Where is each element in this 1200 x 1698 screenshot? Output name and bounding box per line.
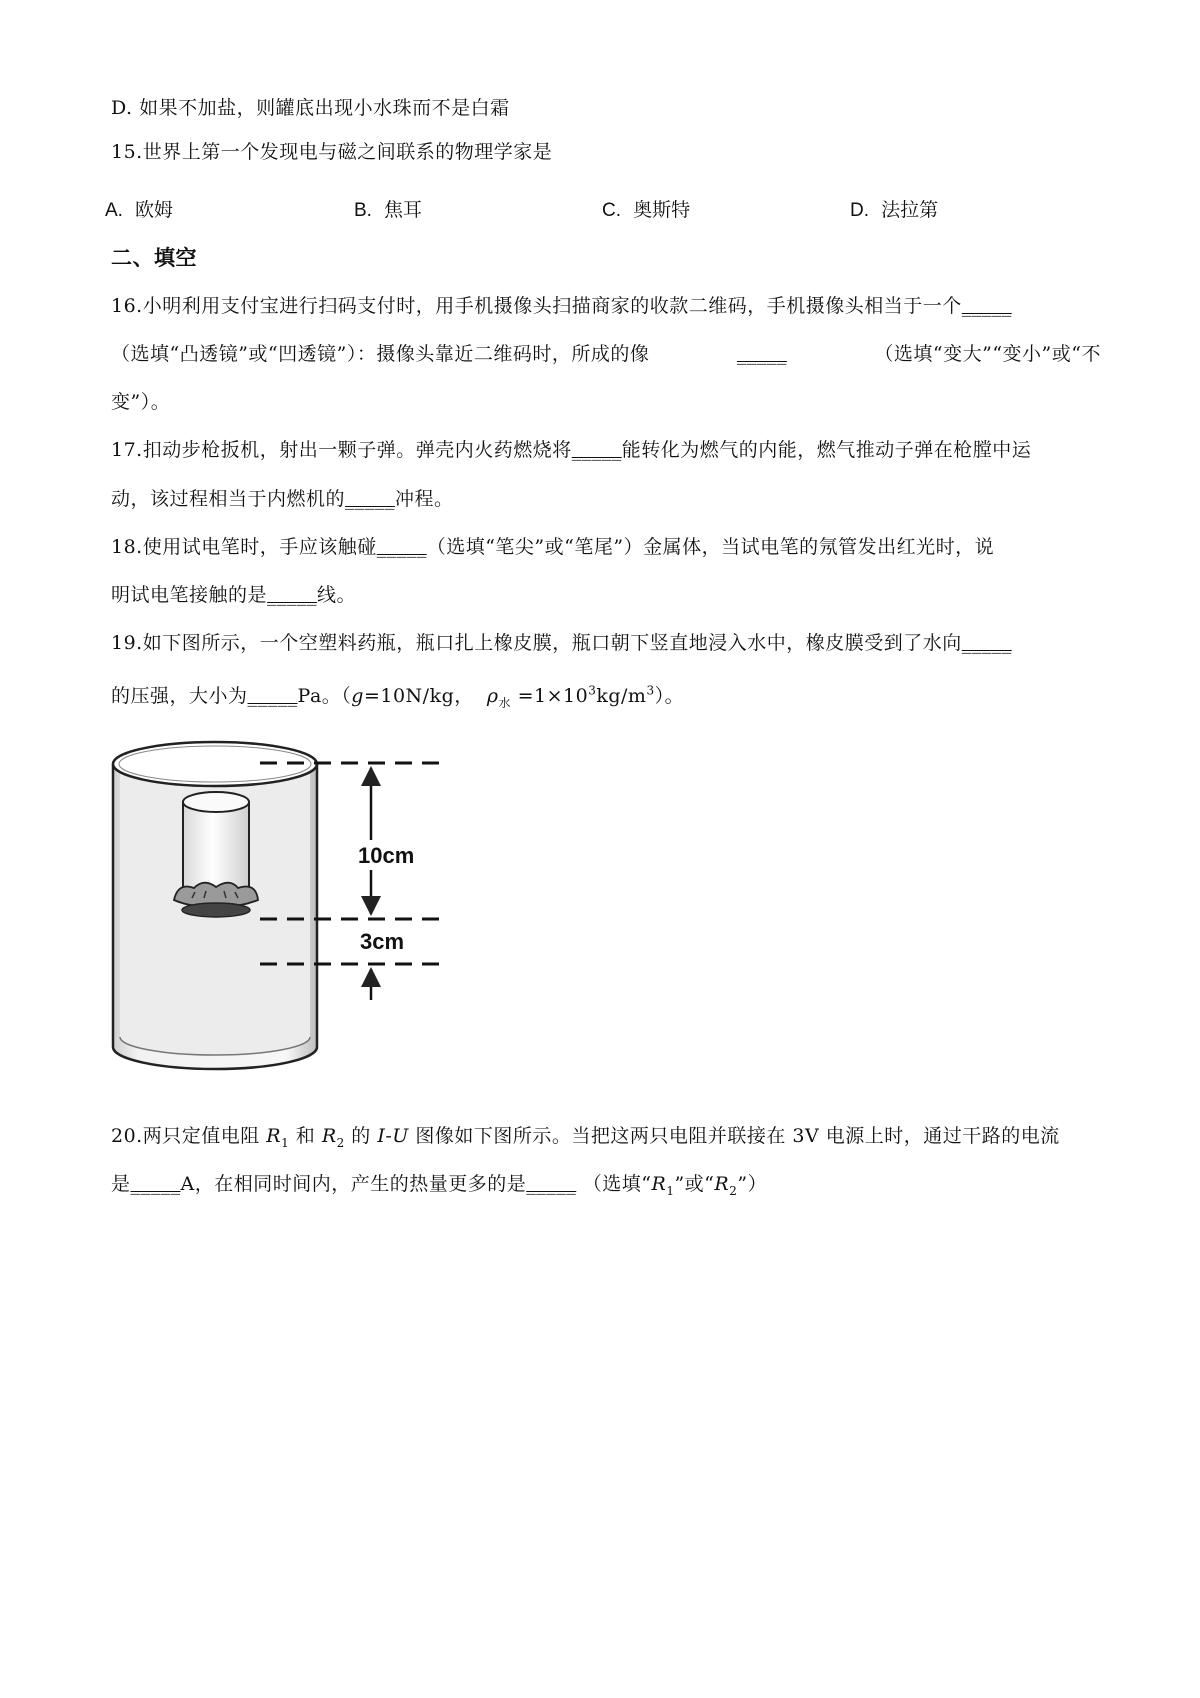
q15-stem: 15.世界上第一个发现电与磁之间联系的物理学家是 [111, 141, 553, 163]
q15-option-a: A. 欧姆 [105, 199, 174, 221]
q16-line1: 16.小明利用支付宝进行扫码支付时，用手机摄像头扫描商家的收款二维码，手机摄像头相当于一个_____ [111, 295, 1012, 317]
q18-line1: 18.使用试电笔时，手应该触碰_____（选填“笔尖”或“笔尾”）金属体，当试电笔的氖管发出红光时，说 [111, 536, 995, 558]
q16-line2: （选填“凸透镜”或“凹透镜”）：摄像头靠近二维码时，所成的像 _____ （选填“变大”“变小”或“不 [111, 343, 1101, 365]
q20-line1: 20.两只定值电阻 $R_1$ 和 $R_2$ 的 I-U 图像如下图所示。当把这两只电阻并联接在 3V 电源上时，通过干路的电流 [111, 1125, 1060, 1150]
q18-line2: 明试电笔接触的是_____线。 [111, 584, 357, 606]
label-3cm: 3cm [360, 929, 405, 954]
q16-line3: 变”）。 [111, 391, 171, 413]
q19-line1: 19.如下图所示，一个空塑料药瓶，瓶口扎上橡皮膜，瓶口朝下竖直地浸入水中，橡皮膜受到了水向_____ [111, 632, 1012, 654]
q17-line2: 动，该过程相当于内燃机的_____冲程。 [111, 488, 454, 510]
q15-option-d: D. 法拉第 [850, 199, 939, 221]
q19-line2: 的压强，大小为_____Pa。（g=10N/kg， $\rho_水 =1\times 10^3kg/m^3$）。 [111, 683, 685, 710]
label-10cm: 10cm [358, 843, 415, 868]
q15-option-b: B. 焦耳 [354, 199, 423, 221]
q15-option-c: C. 奥斯特 [602, 199, 691, 221]
q14-option-d: D. 如果不加盐，则罐底出现小水珠而不是白霜 [111, 97, 510, 119]
bottle [174, 792, 258, 917]
q20-line2: 是_____A，在相同时间内，产生的热量更多的是_____ （选填“$R_1$”或“$R_2$”） [111, 1173, 768, 1198]
q17-line1: 17.扣动步枪扳机，射出一颗子弹。弹壳内火药燃烧将_____能转化为燃气的内能，燃气推动子弹在枪膛中运 [111, 439, 1032, 461]
q19-figure [108, 732, 500, 1084]
section-heading: 二、填空 [111, 246, 197, 270]
